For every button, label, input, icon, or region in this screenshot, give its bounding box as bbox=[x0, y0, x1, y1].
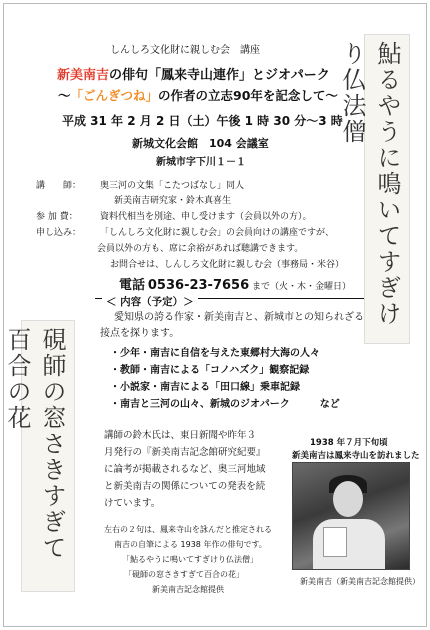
phone-note: まで（火・木・金曜日） bbox=[252, 282, 352, 292]
lecturer-bio-line: に論考が掲載されるなど、奥三河地域 bbox=[104, 464, 266, 475]
photo-caption-date: 1938 年７月下旬頃 bbox=[310, 438, 388, 448]
lecturer-bio-line: けています。 bbox=[104, 498, 161, 509]
haiku-note-line: 左右の２句は、鳳来寺山を詠んだと推定される bbox=[104, 525, 272, 534]
sponsor-line: しんしろ文化財に親しむ会 講座 bbox=[110, 45, 260, 56]
inquiry-text: お問合せは、しんしろ文化財に親しむ会（事務局・米谷） bbox=[110, 260, 345, 270]
lecturer-line2: 新美南吉研究家・鈴木真喜生 bbox=[114, 196, 232, 206]
portrait-photo bbox=[292, 462, 410, 570]
photo-credit: 新美南吉（新美南吉記念館提供） bbox=[300, 577, 420, 586]
contents-item: ・南吉と三河の山々、新城のジオパーク など bbox=[110, 399, 340, 410]
photo-face bbox=[333, 481, 363, 517]
phone-line bbox=[119, 274, 351, 293]
haiku-note-line: 南吉の自筆による 1938 年作の俳句です。 bbox=[114, 540, 267, 549]
photo-book bbox=[323, 527, 347, 557]
subtitle-prefix: ～ bbox=[58, 88, 71, 103]
haiku-calligraphy-right: 鮎るやうに鳴いてすぎけり仏法僧 bbox=[364, 34, 410, 344]
photo-caption-text: 新美南吉は鳳来寺山を訪れました bbox=[292, 451, 420, 461]
title-author: 新美南吉 bbox=[57, 68, 110, 83]
lecturer-bio-line: と新美南吉の関係についての発表を続 bbox=[104, 481, 266, 492]
phone-number: 0536-23-7656 bbox=[147, 278, 250, 293]
contents-item: ・小説家・南吉による「田口線」乗車記録 bbox=[110, 382, 300, 393]
sub-title bbox=[58, 86, 338, 104]
lecturer-line1: 奥三河の文集「こたつばなし」同人 bbox=[100, 181, 245, 191]
subtitle-work: 「ごんぎつね」 bbox=[70, 88, 159, 103]
apply-label: 申し込み： bbox=[36, 228, 82, 238]
event-venue: 新城文化会館 104 会議室 bbox=[132, 137, 269, 150]
phone-label: 電話 bbox=[119, 278, 146, 293]
fee-value: 資料代相当を別途、申し受けます（会員以外の方）。 bbox=[100, 212, 312, 222]
lecturer-bio-line: 月発行の『新美南吉記念館研究紀要』 bbox=[104, 447, 266, 458]
event-datetime: 平成 31 年 2 月 2 日（土）午後 1 時 30 分～3 時 bbox=[62, 114, 343, 128]
apply-line2: 会員以外の方も、席に余裕があれば聴講できます。 bbox=[97, 244, 304, 254]
event-address: 新城市字下川１－１ bbox=[156, 157, 246, 168]
contents-item: ・少年・南吉に自信を与えた東郷村大海の人々 bbox=[110, 348, 320, 359]
apply-line1: 「しんしろ文化財に親しむ会」の会員向けの講座ですが、 bbox=[100, 228, 335, 238]
fee-label: 参 加 費： bbox=[36, 212, 78, 222]
haiku-calligraphy-left: 硯師の窓さきすぎて百合の花 bbox=[21, 320, 75, 592]
main-title bbox=[57, 64, 330, 83]
contents-item: ・教師・南吉による「コノハズク」観察記録 bbox=[110, 365, 310, 376]
haiku-quote: 「鮎るやうに鳴いてすぎけり仏法僧」 bbox=[122, 555, 258, 564]
contents-heading: ＜ 内容（予定）＞ bbox=[102, 294, 198, 309]
contents-intro-line1: 愛知県の誇る作家・新美南吉と、新城市との知られざる bbox=[114, 312, 364, 323]
haiku-quote: 「硯師の窓さきすぎて百合の花」 bbox=[124, 570, 244, 579]
lecturer-bio-line: 講師の鈴木氏は、東日新聞や昨年３ bbox=[104, 430, 257, 441]
title-rest: の俳句「鳳来寺山連作」とジオパーク bbox=[109, 68, 330, 83]
haiku-credit: 新美南吉記念館提供 bbox=[152, 585, 224, 594]
subtitle-rest: の作者の立志90年を記念して～ bbox=[158, 88, 338, 103]
lecturer-label: 講 師： bbox=[36, 181, 82, 191]
contents-intro-line2: 接点を探ります。 bbox=[100, 328, 180, 339]
